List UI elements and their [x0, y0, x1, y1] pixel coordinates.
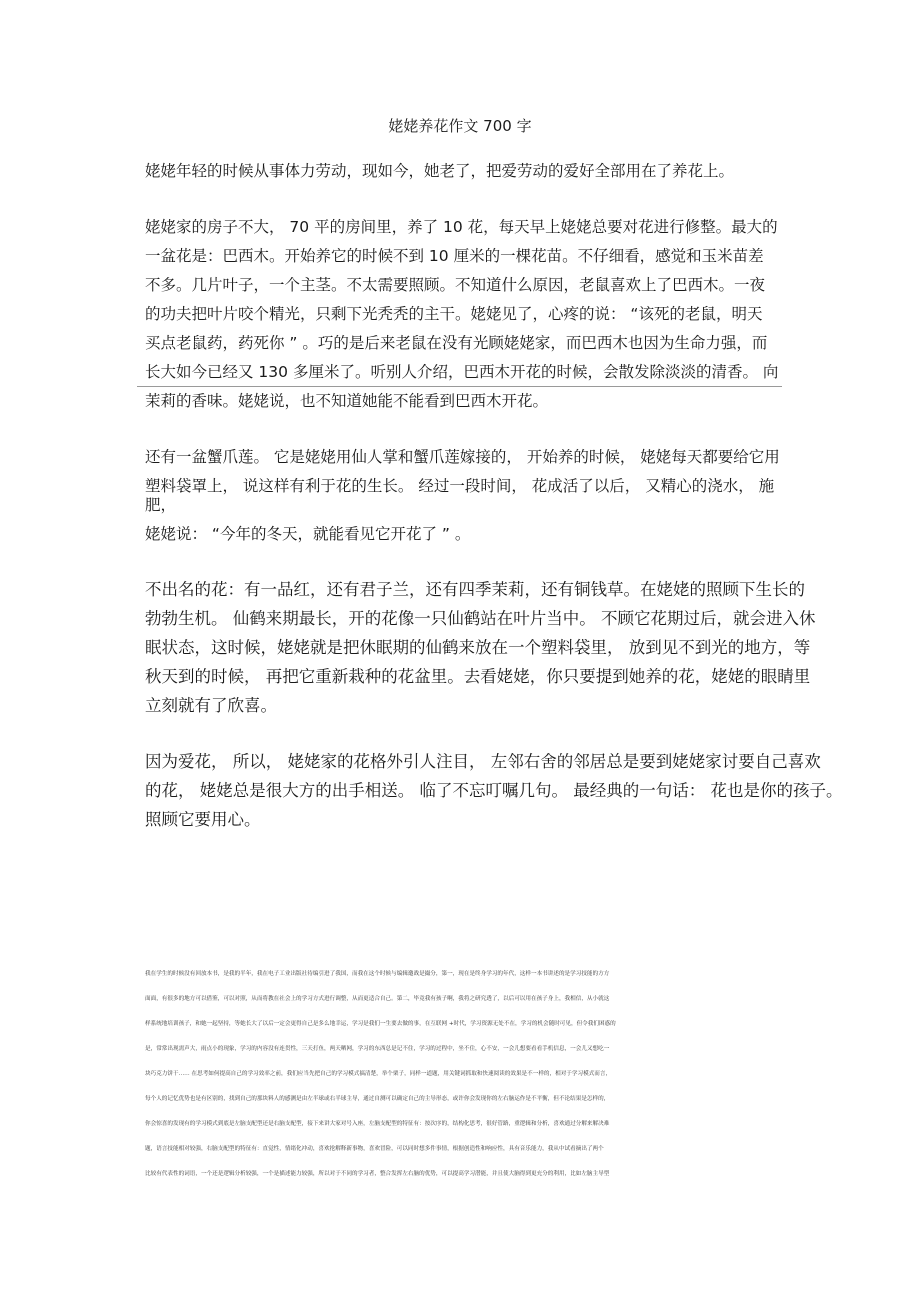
- paragraph-line: 不出名的花：有一品红，还有君子兰，还有四季茉莉，还有铜钱草。在姥姥的照顾下生长的: [145, 580, 805, 599]
- fine-print-line: 块巧克力饼干…… 在思考如何提高自己的学习效率之前，我们应当先把自己的学习模式搞清楚，举个栗子，同样一道题，用关键词抓取和快速阅读的效果是不一样的，相对于学习模式而言，: [145, 1071, 612, 1077]
- fine-print-line: 是，常常出现需声大，雨点小的现象，学习的内容没有连贯性，三天打鱼，两天晒网，学习的东西总是记不住，学习的过程中，坐不住，心不安，一会儿想要看看手机信息，一会儿又想吃一: [145, 1046, 610, 1052]
- paragraph-line: 肥，: [145, 496, 177, 514]
- paragraph-line: 的功夫把叶片咬个精光，只剩下光秃秃的主干。姥姥见了，心疼的说： “该死的老鼠，明天: [145, 305, 763, 323]
- paragraph-line: 还有一盆蟹爪莲。 它是姥姥用仙人掌和蟹爪莲嫁接的， 开始养的时候， 姥姥每天都要给它用: [145, 448, 780, 466]
- paragraph-line: 秋天到的时候， 再把它重新栽种的花盆里。去看姥姥，你只要提到她养的花，姥姥的眼睛里: [145, 667, 811, 686]
- paragraph-line: 立刻就有了欣喜。: [145, 696, 277, 715]
- paragraph-line: 姥姥家的房子不大， 70 平的房间里，养了 10 花，每天早上姥姥总要对花进行修整。最大的: [145, 218, 778, 236]
- fine-print-line: 题，语言技能相对较强，右脑支配型的特征有：直觉性，情绪化冲动，喜欢抢解释新事物，喜欢冒险，可以同时想多件事情，根据创造性和响应性，具有音乐能力，我从中试看摘出了两个: [145, 1146, 604, 1152]
- paragraph-line: 照顾它要用心。: [145, 810, 261, 829]
- document-title: 姥姥养花作文 700 字: [388, 117, 532, 135]
- fine-print-line: 我在学生的时候没有回放本书，是我的半年，我在电子工业出版社待编引进了我国，而我在这个时候与编辑邀战是撮分，第一，现在是终身学习的年代，这样一本书讲述的是学习技能的方方: [145, 971, 610, 977]
- paragraph-line: 一盆花是：巴西木。开始养它的时候不到 10 厘米的一棵花苗。不仔细看，感觉和玉米苗差: [145, 247, 764, 265]
- fine-print-line: 每个人的记忆优势也是有区别的，找到自己的那块料人的感测是由左半球或右半球主导，通过自测可以确定自己的主导形态，或许你会发现你的左右脑运作是不平衡，但不论结果是怎样的，: [145, 1096, 610, 1102]
- paragraph-line: 勃勃生机。 仙鹤来期最长，开的花像一只仙鹤站在叶片当中。 不顾它花期过后，就会进入休: [145, 609, 816, 628]
- paragraph-line: 姥姥说： “今年的冬天，就能看见它开花了 ” 。: [145, 525, 471, 543]
- paragraph-line: 茉莉的香味。姥姥说，也不知道她能不能看到巴西木开花。: [145, 392, 549, 410]
- paragraph-line: 长大如今已经又 130 多厘米了。听别人介绍，巴西木开花的时候，会散发除淡淡的清香。 向: [145, 363, 779, 381]
- fine-print-line: 面面，有很多的地方可以借鉴，可以对照，从而将教在社会上的学习方式进行调整，从而更适合自己。第二，毕竟我有孩子啊，我将之研究透了，以后可以用在孩子身上，我相信，从小就这: [145, 996, 610, 1002]
- paragraph-line: 塑料袋罩上， 说这样有利于花的生长。 经过一段时间， 花成活了以后， 又精心的浇水， 施: [145, 477, 775, 495]
- paragraph-line: 因为爱花， 所以， 姥姥家的花格外引人注目， 左邻右舍的邻居总是要到姥姥家讨要自己喜欢: [145, 752, 821, 771]
- fine-print-line: 样系统地培训孩子，和她一起坚持，等她长大了以后一定会更得自己是多么地幸运，学习是我们一生要去做的事，在互联网 +时代，学习资源无处不在，学习的机会随时可见，但令我们困惑的: [145, 1021, 616, 1027]
- horizontal-rule: [137, 386, 782, 387]
- paragraph-line: 姥姥年轻的时候从事体力劳动，现如今，她老了，把爱劳动的爱好全部用在了养花上。: [145, 162, 735, 180]
- paragraph-line: 的花， 姥姥总是很大方的出手相送。 临了不忘叮嘱几句。 最经典的一句话： 花也是你的孩子。: [145, 781, 843, 800]
- paragraph-line: 不多。几片叶子，一个主茎。不太需要照顾。不知道什么原因，老鼠喜欢上了巴西木。一夜: [145, 276, 766, 294]
- paragraph-line: 买点老鼠药，药死你 ” 。巧的是后来老鼠在没有光顾姥姥家，而巴西木也因为生命力强，而: [145, 334, 768, 352]
- paragraph-line: 眠状态，这时候，姥姥就是把休眠期的仙鹤来放在一个塑料袋里， 放到见不到光的地方，等: [145, 638, 811, 657]
- fine-print-line: 比较有代表性的词语，一个还是逻辑分析较强，一个是描述能力较强，所以对于不同的学习者，整合发挥左右脑的优势，可以提高学习潜能，并且使大脑得到更充分的利用，比如左脑主导型: [145, 1171, 610, 1177]
- fine-print-line: 你会惊喜的发现有的学习模式到底是左脑支配型还是右脑支配型，接下来讲大家对号入座，左脑支配型的特征有：按次序的，结构化思考，很好管路，重逻辑和分析，喜欢通过分解来解决难: [145, 1121, 610, 1127]
